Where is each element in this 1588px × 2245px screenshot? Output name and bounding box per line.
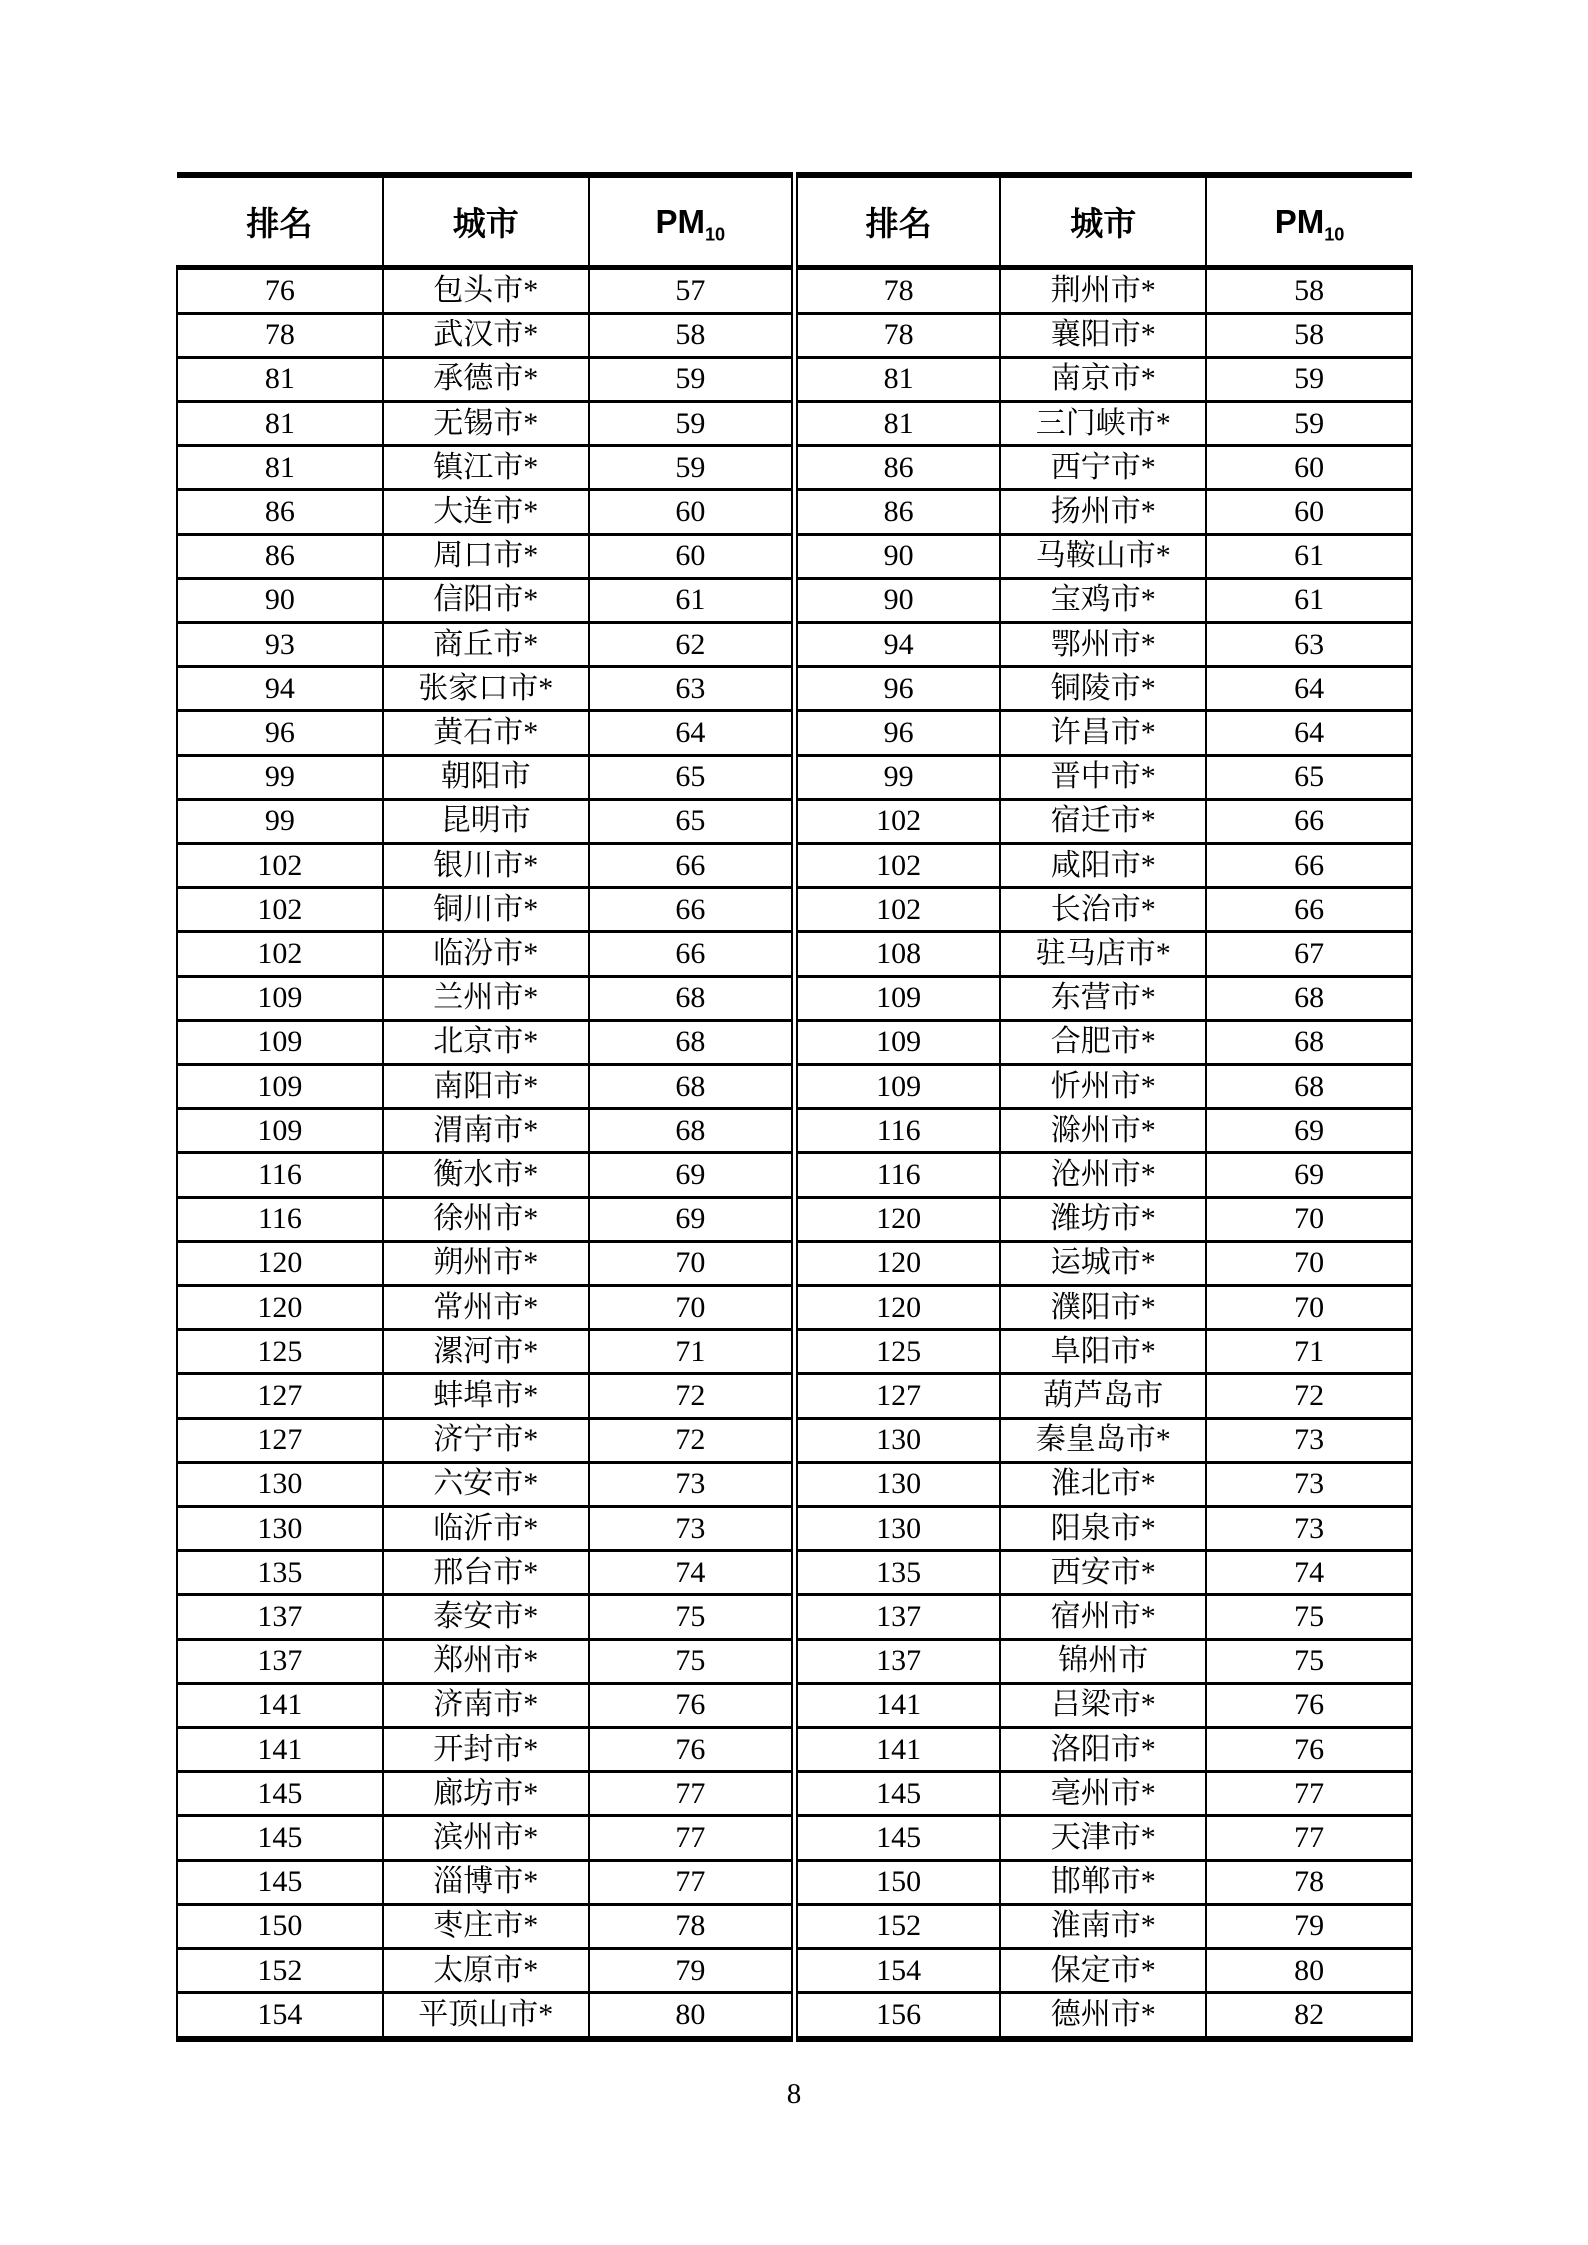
cell-city: 商丘市* xyxy=(383,622,589,666)
cell-rank: 145 xyxy=(177,1772,383,1816)
cell-city: 葫芦岛市 xyxy=(1000,1374,1206,1418)
cell-rank: 81 xyxy=(177,401,383,445)
cell-rank: 156 xyxy=(794,1993,1000,2039)
cell-city: 武汉市* xyxy=(383,313,589,357)
cell-rank: 109 xyxy=(794,1020,1000,1064)
cell-city: 咸阳市* xyxy=(1000,843,1206,887)
cell-rank: 135 xyxy=(794,1551,1000,1595)
table-row xyxy=(177,578,1412,622)
cell-rank: 116 xyxy=(794,1153,1000,1197)
table-row xyxy=(177,1241,1412,1285)
cell-rank: 86 xyxy=(794,490,1000,534)
cell-city: 开封市* xyxy=(383,1728,589,1772)
cell-city: 驻马店市* xyxy=(1000,932,1206,976)
cell-rank: 109 xyxy=(177,976,383,1020)
cell-rank: 120 xyxy=(794,1241,1000,1285)
cell-city: 平顶山市* xyxy=(383,1993,589,2039)
cell-city: 淄博市* xyxy=(383,1860,589,1904)
cell-rank: 116 xyxy=(794,1109,1000,1153)
header-pm10 xyxy=(1206,175,1412,268)
header-label: 排名 xyxy=(246,205,313,242)
cell-rank: 78 xyxy=(794,268,1000,314)
page-number: 8 xyxy=(786,2078,802,2110)
table-row xyxy=(177,401,1412,445)
cell-pm10: 71 xyxy=(589,1330,795,1374)
cell-pm10: 76 xyxy=(1206,1683,1412,1727)
cell-pm10: 64 xyxy=(589,711,795,755)
cell-city: 渭南市* xyxy=(383,1109,589,1153)
cell-pm10: 82 xyxy=(1206,1993,1412,2039)
cell-rank: 102 xyxy=(177,843,383,887)
cell-pm10: 64 xyxy=(1206,667,1412,711)
cell-city: 周口市* xyxy=(383,534,589,578)
table-row xyxy=(177,1949,1412,1993)
cell-rank: 127 xyxy=(177,1418,383,1462)
cell-pm10: 70 xyxy=(589,1286,795,1330)
table-row xyxy=(177,1064,1412,1108)
cell-city: 运城市* xyxy=(1000,1241,1206,1285)
cell-pm10: 65 xyxy=(1206,755,1412,799)
cell-city: 枣庄市* xyxy=(383,1904,589,1948)
cell-pm10: 74 xyxy=(589,1551,795,1595)
cell-rank: 130 xyxy=(794,1462,1000,1506)
table-row xyxy=(177,1374,1412,1418)
header-city xyxy=(1000,175,1206,268)
cell-pm10: 68 xyxy=(589,1109,795,1153)
table-row xyxy=(177,1197,1412,1241)
cell-rank: 120 xyxy=(177,1241,383,1285)
table-row xyxy=(177,1728,1412,1772)
cell-city: 荆州市* xyxy=(1000,268,1206,314)
cell-city: 锦州市 xyxy=(1000,1639,1206,1683)
cell-city: 宝鸡市* xyxy=(1000,578,1206,622)
cell-city: 廊坊市* xyxy=(383,1772,589,1816)
cell-city: 徐州市* xyxy=(383,1197,589,1241)
cell-pm10: 68 xyxy=(1206,1020,1412,1064)
cell-rank: 96 xyxy=(794,667,1000,711)
cell-pm10: 76 xyxy=(589,1728,795,1772)
cell-pm10: 59 xyxy=(1206,401,1412,445)
cell-city: 太原市* xyxy=(383,1949,589,1993)
header-rank xyxy=(794,175,1000,268)
cell-pm10: 66 xyxy=(1206,799,1412,843)
cell-city: 南京市* xyxy=(1000,357,1206,401)
cell-city: 德州市* xyxy=(1000,1993,1206,2039)
cell-pm10: 61 xyxy=(1206,578,1412,622)
cell-city: 鄂州市* xyxy=(1000,622,1206,666)
cell-pm10: 75 xyxy=(589,1595,795,1639)
cell-pm10: 61 xyxy=(589,578,795,622)
cell-city: 济南市* xyxy=(383,1683,589,1727)
table-row xyxy=(177,1904,1412,1948)
cell-pm10: 75 xyxy=(1206,1595,1412,1639)
table-row xyxy=(177,888,1412,932)
cell-pm10: 63 xyxy=(589,667,795,711)
cell-pm10: 58 xyxy=(1206,313,1412,357)
cell-pm10: 70 xyxy=(589,1241,795,1285)
cell-city: 常州市* xyxy=(383,1286,589,1330)
table-row xyxy=(177,357,1412,401)
cell-rank: 81 xyxy=(794,401,1000,445)
cell-pm10: 76 xyxy=(589,1683,795,1727)
cell-city: 潍坊市* xyxy=(1000,1197,1206,1241)
cell-rank: 120 xyxy=(794,1286,1000,1330)
cell-pm10: 79 xyxy=(1206,1904,1412,1948)
cell-city: 襄阳市* xyxy=(1000,313,1206,357)
table-row xyxy=(177,667,1412,711)
cell-city: 无锡市* xyxy=(383,401,589,445)
cell-city: 昆明市 xyxy=(383,799,589,843)
cell-rank: 102 xyxy=(794,888,1000,932)
cell-city: 扬州市* xyxy=(1000,490,1206,534)
cell-pm10: 77 xyxy=(589,1772,795,1816)
cell-pm10: 77 xyxy=(589,1860,795,1904)
cell-city: 亳州市* xyxy=(1000,1772,1206,1816)
cell-pm10: 78 xyxy=(589,1904,795,1948)
cell-pm10: 66 xyxy=(589,843,795,887)
cell-city: 忻州市* xyxy=(1000,1064,1206,1108)
cell-city: 许昌市* xyxy=(1000,711,1206,755)
cell-rank: 116 xyxy=(177,1153,383,1197)
cell-rank: 125 xyxy=(177,1330,383,1374)
cell-city: 阳泉市* xyxy=(1000,1507,1206,1551)
table-row xyxy=(177,1418,1412,1462)
cell-city: 淮北市* xyxy=(1000,1462,1206,1506)
cell-pm10: 73 xyxy=(1206,1418,1412,1462)
cell-pm10: 60 xyxy=(589,534,795,578)
cell-city: 洛阳市* xyxy=(1000,1728,1206,1772)
cell-rank: 141 xyxy=(794,1683,1000,1727)
cell-rank: 78 xyxy=(794,313,1000,357)
header-rank xyxy=(177,175,383,268)
cell-pm10: 66 xyxy=(589,888,795,932)
cell-pm10: 60 xyxy=(1206,490,1412,534)
cell-rank: 86 xyxy=(177,534,383,578)
cell-rank: 90 xyxy=(794,578,1000,622)
cell-pm10: 73 xyxy=(1206,1507,1412,1551)
cell-pm10: 80 xyxy=(1206,1949,1412,1993)
cell-rank: 137 xyxy=(177,1595,383,1639)
table-row xyxy=(177,1462,1412,1506)
table-row xyxy=(177,313,1412,357)
table-row xyxy=(177,622,1412,666)
cell-city: 邯郸市* xyxy=(1000,1860,1206,1904)
cell-city: 银川市* xyxy=(383,843,589,887)
cell-rank: 127 xyxy=(177,1374,383,1418)
header-label: 排名 xyxy=(865,205,932,242)
cell-pm10: 69 xyxy=(1206,1109,1412,1153)
table-row xyxy=(177,490,1412,534)
table-row xyxy=(177,268,1412,314)
cell-pm10: 75 xyxy=(1206,1639,1412,1683)
cell-pm10: 73 xyxy=(589,1462,795,1506)
cell-pm10: 62 xyxy=(589,622,795,666)
table-row xyxy=(177,446,1412,490)
table-row xyxy=(177,1993,1412,2039)
cell-pm10: 68 xyxy=(1206,976,1412,1020)
table-row xyxy=(177,976,1412,1020)
cell-pm10: 74 xyxy=(1206,1551,1412,1595)
cell-pm10: 64 xyxy=(1206,711,1412,755)
cell-rank: 130 xyxy=(794,1507,1000,1551)
table-row xyxy=(177,932,1412,976)
cell-city: 黄石市* xyxy=(383,711,589,755)
header-subscript: 10 xyxy=(704,224,726,245)
cell-city: 天津市* xyxy=(1000,1816,1206,1860)
cell-pm10: 73 xyxy=(589,1507,795,1551)
cell-city: 滁州市* xyxy=(1000,1109,1206,1153)
table-row xyxy=(177,1153,1412,1197)
cell-city: 西宁市* xyxy=(1000,446,1206,490)
cell-city: 阜阳市* xyxy=(1000,1330,1206,1374)
table-row xyxy=(177,1772,1412,1816)
cell-city: 南阳市* xyxy=(383,1064,589,1108)
cell-rank: 76 xyxy=(177,268,383,314)
table-row xyxy=(177,1507,1412,1551)
cell-pm10: 69 xyxy=(589,1153,795,1197)
table-header-row xyxy=(177,175,1412,268)
cell-rank: 99 xyxy=(177,799,383,843)
cell-rank: 120 xyxy=(794,1197,1000,1241)
cell-pm10: 66 xyxy=(589,932,795,976)
cell-rank: 152 xyxy=(177,1949,383,1993)
cell-city: 邢台市* xyxy=(383,1551,589,1595)
header-label: 城市 xyxy=(1070,205,1137,242)
cell-city: 三门峡市* xyxy=(1000,401,1206,445)
table-row xyxy=(177,1109,1412,1153)
cell-city: 漯河市* xyxy=(383,1330,589,1374)
cell-city: 淮南市* xyxy=(1000,1904,1206,1948)
table-row xyxy=(177,1286,1412,1330)
table-row xyxy=(177,1595,1412,1639)
cell-city: 吕梁市* xyxy=(1000,1683,1206,1727)
cell-rank: 141 xyxy=(794,1728,1000,1772)
cell-rank: 130 xyxy=(794,1418,1000,1462)
cell-city: 蚌埠市* xyxy=(383,1374,589,1418)
cell-pm10: 70 xyxy=(1206,1197,1412,1241)
cell-pm10: 59 xyxy=(1206,357,1412,401)
cell-rank: 86 xyxy=(177,490,383,534)
cell-rank: 86 xyxy=(794,446,1000,490)
cell-rank: 109 xyxy=(794,976,1000,1020)
header-pm10 xyxy=(589,175,795,268)
cell-city: 包头市* xyxy=(383,268,589,314)
cell-city: 朔州市* xyxy=(383,1241,589,1285)
cell-rank: 90 xyxy=(177,578,383,622)
cell-pm10: 77 xyxy=(1206,1816,1412,1860)
cell-pm10: 80 xyxy=(589,1993,795,2039)
cell-city: 铜川市* xyxy=(383,888,589,932)
cell-rank: 94 xyxy=(177,667,383,711)
cell-rank: 81 xyxy=(794,357,1000,401)
cell-rank: 137 xyxy=(794,1639,1000,1683)
cell-city: 沧州市* xyxy=(1000,1153,1206,1197)
cell-pm10: 59 xyxy=(589,446,795,490)
header-city xyxy=(383,175,589,268)
cell-rank: 135 xyxy=(177,1551,383,1595)
cell-pm10: 68 xyxy=(589,1064,795,1108)
cell-city: 郑州市* xyxy=(383,1639,589,1683)
cell-pm10: 65 xyxy=(589,755,795,799)
table-header xyxy=(177,175,1412,268)
table-row xyxy=(177,1683,1412,1727)
table-row xyxy=(177,534,1412,578)
cell-city: 六安市* xyxy=(383,1462,589,1506)
cell-city: 秦皇岛市* xyxy=(1000,1418,1206,1462)
cell-rank: 102 xyxy=(794,799,1000,843)
cell-pm10: 68 xyxy=(589,1020,795,1064)
cell-pm10: 59 xyxy=(589,357,795,401)
cell-pm10: 65 xyxy=(589,799,795,843)
table-row xyxy=(177,1330,1412,1374)
header-label: PM xyxy=(655,202,705,240)
cell-pm10: 79 xyxy=(589,1949,795,1993)
cell-rank: 127 xyxy=(794,1374,1000,1418)
cell-pm10: 58 xyxy=(1206,268,1412,314)
cell-city: 镇江市* xyxy=(383,446,589,490)
cell-pm10: 66 xyxy=(1206,888,1412,932)
cell-city: 马鞍山市* xyxy=(1000,534,1206,578)
cell-rank: 99 xyxy=(794,755,1000,799)
cell-rank: 90 xyxy=(794,534,1000,578)
table-row xyxy=(177,711,1412,755)
cell-city: 北京市* xyxy=(383,1020,589,1064)
cell-rank: 94 xyxy=(794,622,1000,666)
table-row xyxy=(177,755,1412,799)
table-body xyxy=(177,268,1412,2040)
cell-rank: 116 xyxy=(177,1197,383,1241)
cell-rank: 154 xyxy=(794,1949,1000,1993)
cell-pm10: 58 xyxy=(589,313,795,357)
cell-rank: 137 xyxy=(794,1595,1000,1639)
cell-city: 临沂市* xyxy=(383,1507,589,1551)
cell-pm10: 77 xyxy=(589,1816,795,1860)
cell-city: 朝阳市 xyxy=(383,755,589,799)
cell-city: 临汾市* xyxy=(383,932,589,976)
cell-rank: 145 xyxy=(794,1772,1000,1816)
cell-pm10: 57 xyxy=(589,268,795,314)
cell-rank: 78 xyxy=(177,313,383,357)
cell-city: 泰安市* xyxy=(383,1595,589,1639)
cell-rank: 154 xyxy=(177,1993,383,2039)
cell-pm10: 71 xyxy=(1206,1330,1412,1374)
cell-pm10: 72 xyxy=(589,1418,795,1462)
cell-city: 长治市* xyxy=(1000,888,1206,932)
cell-rank: 109 xyxy=(177,1109,383,1153)
cell-rank: 96 xyxy=(794,711,1000,755)
cell-city: 信阳市* xyxy=(383,578,589,622)
cell-pm10: 66 xyxy=(1206,843,1412,887)
cell-city: 濮阳市* xyxy=(1000,1286,1206,1330)
cell-rank: 109 xyxy=(794,1064,1000,1108)
cell-pm10: 70 xyxy=(1206,1286,1412,1330)
cell-pm10: 69 xyxy=(1206,1153,1412,1197)
cell-rank: 99 xyxy=(177,755,383,799)
table-row xyxy=(177,1860,1412,1904)
cell-city: 济宁市* xyxy=(383,1418,589,1462)
cell-city: 晋中市* xyxy=(1000,755,1206,799)
cell-pm10: 75 xyxy=(589,1639,795,1683)
cell-rank: 81 xyxy=(177,446,383,490)
cell-rank: 102 xyxy=(177,932,383,976)
header-label: 城市 xyxy=(452,205,519,242)
cell-city: 铜陵市* xyxy=(1000,667,1206,711)
cell-city: 衡水市* xyxy=(383,1153,589,1197)
header-subscript: 10 xyxy=(1324,224,1345,245)
cell-rank: 109 xyxy=(177,1020,383,1064)
cell-rank: 145 xyxy=(177,1816,383,1860)
cell-city: 大连市* xyxy=(383,490,589,534)
cell-rank: 81 xyxy=(177,357,383,401)
cell-pm10: 68 xyxy=(589,976,795,1020)
cell-rank: 102 xyxy=(177,888,383,932)
table-row xyxy=(177,1551,1412,1595)
cell-pm10: 67 xyxy=(1206,932,1412,976)
cell-rank: 145 xyxy=(794,1816,1000,1860)
cell-rank: 109 xyxy=(177,1064,383,1108)
cell-pm10: 76 xyxy=(1206,1728,1412,1772)
pm10-ranking-table xyxy=(176,172,1413,2042)
cell-rank: 120 xyxy=(177,1286,383,1330)
cell-pm10: 70 xyxy=(1206,1241,1412,1285)
cell-rank: 145 xyxy=(177,1860,383,1904)
table-row xyxy=(177,1020,1412,1064)
cell-rank: 96 xyxy=(177,711,383,755)
cell-city: 承德市* xyxy=(383,357,589,401)
cell-city: 保定市* xyxy=(1000,1949,1206,1993)
cell-city: 宿州市* xyxy=(1000,1595,1206,1639)
table-row xyxy=(177,1639,1412,1683)
cell-rank: 125 xyxy=(794,1330,1000,1374)
cell-pm10: 69 xyxy=(589,1197,795,1241)
cell-pm10: 78 xyxy=(1206,1860,1412,1904)
cell-rank: 152 xyxy=(794,1904,1000,1948)
table-row xyxy=(177,799,1412,843)
cell-rank: 130 xyxy=(177,1507,383,1551)
header-label: PM xyxy=(1274,202,1325,240)
cell-rank: 137 xyxy=(177,1639,383,1683)
cell-pm10: 61 xyxy=(1206,534,1412,578)
cell-pm10: 68 xyxy=(1206,1064,1412,1108)
cell-pm10: 77 xyxy=(1206,1772,1412,1816)
cell-pm10: 63 xyxy=(1206,622,1412,666)
cell-city: 兰州市* xyxy=(383,976,589,1020)
cell-rank: 102 xyxy=(794,843,1000,887)
cell-pm10: 60 xyxy=(1206,446,1412,490)
cell-city: 滨州市* xyxy=(383,1816,589,1860)
cell-rank: 93 xyxy=(177,622,383,666)
cell-city: 张家口市* xyxy=(383,667,589,711)
table-row xyxy=(177,1816,1412,1860)
cell-rank: 141 xyxy=(177,1683,383,1727)
cell-pm10: 72 xyxy=(1206,1374,1412,1418)
table-row xyxy=(177,843,1412,887)
cell-rank: 150 xyxy=(794,1860,1000,1904)
cell-rank: 130 xyxy=(177,1462,383,1506)
cell-city: 西安市* xyxy=(1000,1551,1206,1595)
cell-pm10: 73 xyxy=(1206,1462,1412,1506)
cell-pm10: 60 xyxy=(589,490,795,534)
cell-rank: 108 xyxy=(794,932,1000,976)
cell-rank: 150 xyxy=(177,1904,383,1948)
cell-rank: 141 xyxy=(177,1728,383,1772)
cell-city: 合肥市* xyxy=(1000,1020,1206,1064)
cell-city: 东营市* xyxy=(1000,976,1206,1020)
cell-pm10: 72 xyxy=(589,1374,795,1418)
cell-pm10: 59 xyxy=(589,401,795,445)
cell-city: 宿迁市* xyxy=(1000,799,1206,843)
